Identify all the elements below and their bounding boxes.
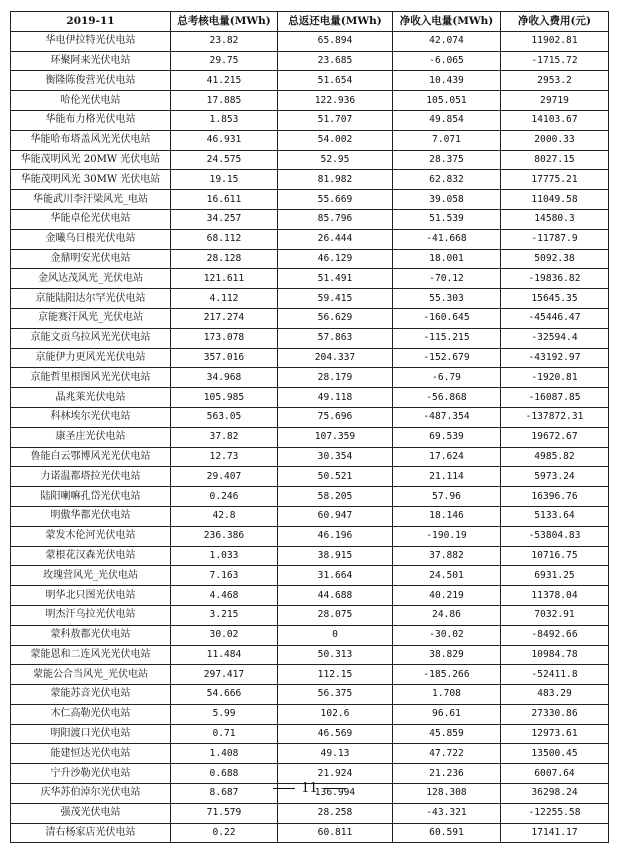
net-fee-cell: -19836.82	[501, 269, 609, 289]
assessed-cell: 3.215	[171, 605, 278, 625]
returned-cell: 58.205	[278, 487, 393, 507]
assessed-cell: 105.985	[171, 388, 278, 408]
net-fee-cell: 16396.76	[501, 487, 609, 507]
net-energy-cell: 1.708	[393, 685, 501, 705]
table-row	[11, 388, 609, 408]
net-fee-cell: 2953.2	[501, 71, 609, 91]
table-row	[11, 645, 609, 665]
assessed-cell: 19.15	[171, 170, 278, 190]
returned-cell: 28.075	[278, 605, 393, 625]
net-fee-cell: 7032.91	[501, 605, 609, 625]
net-energy-cell: 105.051	[393, 91, 501, 111]
net-energy-cell: 21.236	[393, 764, 501, 784]
assessed-cell: 4.112	[171, 289, 278, 309]
station-name-cell: 金鼎明安光伏电站	[11, 249, 171, 269]
returned-cell: 49.13	[278, 744, 393, 764]
net-energy-cell: 18.146	[393, 506, 501, 526]
assessed-cell: 8.687	[171, 784, 278, 804]
station-name-cell: 京能陆阳达尔罕光伏电站	[11, 289, 171, 309]
table-row	[11, 487, 609, 507]
table-row	[11, 150, 609, 170]
table-row	[11, 130, 609, 150]
assessed-cell: 5.99	[171, 704, 278, 724]
table-row	[11, 685, 609, 705]
returned-cell: 30.354	[278, 447, 393, 467]
station-name-cell: 金曦乌日根光伏电站	[11, 229, 171, 249]
net-energy-cell: 10.439	[393, 71, 501, 91]
net-energy-cell: 51.539	[393, 209, 501, 229]
returned-cell: 50.521	[278, 467, 393, 487]
net-energy-cell: 17.624	[393, 447, 501, 467]
net-fee-cell: 10984.78	[501, 645, 609, 665]
assessed-cell: 34.968	[171, 368, 278, 388]
station-name-cell: 华能哈布塔盖风光光伏电站	[11, 130, 171, 150]
net-fee-cell: 14103.67	[501, 110, 609, 130]
assessed-cell: 7.163	[171, 566, 278, 586]
net-fee-cell: 5973.24	[501, 467, 609, 487]
header-total-assessed: 总考核电量(MWh)	[171, 12, 278, 32]
returned-cell: 56.375	[278, 685, 393, 705]
net-fee-cell: 27330.86	[501, 704, 609, 724]
net-fee-cell: 10716.75	[501, 546, 609, 566]
returned-cell: 21.924	[278, 764, 393, 784]
net-fee-cell: 29719	[501, 91, 609, 111]
net-energy-cell: 37.882	[393, 546, 501, 566]
settlement-table	[10, 11, 609, 843]
assessed-cell: 46.931	[171, 130, 278, 150]
net-fee-cell: 14580.3	[501, 209, 609, 229]
station-name-cell: 华能布力格光伏电站	[11, 110, 171, 130]
station-name-cell: 晶兆莱光伏电站	[11, 388, 171, 408]
returned-cell: 0	[278, 625, 393, 645]
assessed-cell: 54.666	[171, 685, 278, 705]
net-energy-cell: -70.12	[393, 269, 501, 289]
net-energy-cell: 55.303	[393, 289, 501, 309]
net-fee-cell: -16087.85	[501, 388, 609, 408]
net-fee-cell: 4985.82	[501, 447, 609, 467]
station-name-cell: 华能茂明风光 30MW 光伏电站	[11, 170, 171, 190]
table-row	[11, 209, 609, 229]
assessed-cell: 24.575	[171, 150, 278, 170]
assessed-cell: 12.73	[171, 447, 278, 467]
net-fee-cell: 11049.58	[501, 190, 609, 210]
data-sheet	[10, 11, 608, 843]
returned-cell: 136.994	[278, 784, 393, 804]
station-name-cell: 京能伊力更风光光伏电站	[11, 348, 171, 368]
net-fee-cell: -11787.9	[501, 229, 609, 249]
net-energy-cell: 40.219	[393, 586, 501, 606]
table-row	[11, 170, 609, 190]
net-energy-cell: 62.832	[393, 170, 501, 190]
net-fee-cell: 5133.64	[501, 506, 609, 526]
station-name-cell: 康圣庄光伏电站	[11, 427, 171, 447]
assessed-cell: 173.078	[171, 328, 278, 348]
header-net-energy: 净收入电量(MWh)	[393, 12, 501, 32]
net-fee-cell: 5092.38	[501, 249, 609, 269]
table-row	[11, 427, 609, 447]
station-name-cell: 京能哲里根图风光光伏电站	[11, 368, 171, 388]
table-row	[11, 308, 609, 328]
net-fee-cell: 15645.35	[501, 289, 609, 309]
table-row	[11, 447, 609, 467]
table-row	[11, 566, 609, 586]
station-name-cell: 力诺温都塔拉光伏电站	[11, 467, 171, 487]
station-name-cell: 金风达茂风光_光伏电站	[11, 269, 171, 289]
header-net-fee: 净收入费用(元)	[501, 12, 609, 32]
assessed-cell: 1.033	[171, 546, 278, 566]
station-name-cell: 华能卓伦光伏电站	[11, 209, 171, 229]
assessed-cell: 0.71	[171, 724, 278, 744]
net-fee-cell: 11378.04	[501, 586, 609, 606]
table-row	[11, 190, 609, 210]
assessed-cell: 34.257	[171, 209, 278, 229]
returned-cell: 55.669	[278, 190, 393, 210]
net-energy-cell: 24.501	[393, 566, 501, 586]
page-footer	[0, 781, 619, 796]
assessed-cell: 29.407	[171, 467, 278, 487]
station-name-cell: 陆阳喇嘛孔岱光伏电站	[11, 487, 171, 507]
returned-cell: 52.95	[278, 150, 393, 170]
net-energy-cell: 69.539	[393, 427, 501, 447]
assessed-cell: 30.02	[171, 625, 278, 645]
station-name-cell: 清右杨家店光伏电站	[11, 823, 171, 843]
returned-cell: 122.936	[278, 91, 393, 111]
assessed-cell: 0.22	[171, 823, 278, 843]
assessed-cell: 28.128	[171, 249, 278, 269]
returned-cell: 51.707	[278, 110, 393, 130]
returned-cell: 46.129	[278, 249, 393, 269]
net-fee-cell: -137872.31	[501, 407, 609, 427]
net-energy-cell: -43.321	[393, 803, 501, 823]
table-row	[11, 704, 609, 724]
table-row	[11, 506, 609, 526]
returned-cell: 57.863	[278, 328, 393, 348]
net-energy-cell: 57.96	[393, 487, 501, 507]
net-fee-cell: -45446.47	[501, 308, 609, 328]
assessed-cell: 16.611	[171, 190, 278, 210]
station-name-cell: 蒙能公合当风光_光伏电站	[11, 665, 171, 685]
station-name-cell: 蒙科敖都光伏电站	[11, 625, 171, 645]
net-fee-cell: 8027.15	[501, 150, 609, 170]
net-fee-cell: 2000.33	[501, 130, 609, 150]
net-energy-cell: -56.868	[393, 388, 501, 408]
returned-cell: 102.6	[278, 704, 393, 724]
table-row	[11, 605, 609, 625]
returned-cell: 28.179	[278, 368, 393, 388]
returned-cell: 85.796	[278, 209, 393, 229]
returned-cell: 54.002	[278, 130, 393, 150]
returned-cell: 107.359	[278, 427, 393, 447]
station-name-cell: 蒙发木伦河光伏电站	[11, 526, 171, 546]
returned-cell: 204.337	[278, 348, 393, 368]
returned-cell: 26.444	[278, 229, 393, 249]
table-row	[11, 368, 609, 388]
assessed-cell: 297.417	[171, 665, 278, 685]
net-energy-cell: 18.001	[393, 249, 501, 269]
net-energy-cell: 7.071	[393, 130, 501, 150]
net-energy-cell: 42.074	[393, 31, 501, 51]
station-name-cell: 玫瑰营风光_光伏电站	[11, 566, 171, 586]
net-energy-cell: 45.859	[393, 724, 501, 744]
table-row	[11, 249, 609, 269]
table-row	[11, 91, 609, 111]
station-name-cell: 蒙根花汉森光伏电站	[11, 546, 171, 566]
table-row	[11, 328, 609, 348]
table-row	[11, 51, 609, 71]
table-body	[11, 31, 609, 843]
net-energy-cell: -30.02	[393, 625, 501, 645]
footer-dash-left	[273, 788, 295, 789]
station-name-cell: 能建恒达光伏电站	[11, 744, 171, 764]
table-row	[11, 269, 609, 289]
station-name-cell: 明华北只图光伏电站	[11, 586, 171, 606]
net-fee-cell: -1715.72	[501, 51, 609, 71]
returned-cell: 50.313	[278, 645, 393, 665]
net-energy-cell: -185.266	[393, 665, 501, 685]
net-energy-cell: 47.722	[393, 744, 501, 764]
returned-cell: 56.629	[278, 308, 393, 328]
returned-cell: 49.118	[278, 388, 393, 408]
net-energy-cell: 128.308	[393, 784, 501, 804]
returned-cell: 31.664	[278, 566, 393, 586]
station-name-cell: 京能文贡乌拉风光光伏电站	[11, 328, 171, 348]
assessed-cell: 23.82	[171, 31, 278, 51]
table-row	[11, 71, 609, 91]
header-period: 2019-11	[11, 12, 171, 32]
assessed-cell: 0.688	[171, 764, 278, 784]
net-fee-cell: -1920.81	[501, 368, 609, 388]
net-energy-cell: 49.854	[393, 110, 501, 130]
net-energy-cell: -152.679	[393, 348, 501, 368]
station-name-cell: 衡隆陈俊营光伏电站	[11, 71, 171, 91]
net-fee-cell: -12255.58	[501, 803, 609, 823]
returned-cell: 46.196	[278, 526, 393, 546]
table-row	[11, 110, 609, 130]
station-name-cell: 华电伊拉特光伏电站	[11, 31, 171, 51]
station-name-cell: 环聚阿来光伏电站	[11, 51, 171, 71]
net-fee-cell: 12973.61	[501, 724, 609, 744]
net-energy-cell: 60.591	[393, 823, 501, 843]
assessed-cell: 68.112	[171, 229, 278, 249]
net-energy-cell: -160.645	[393, 308, 501, 328]
assessed-cell: 17.885	[171, 91, 278, 111]
table-row	[11, 467, 609, 487]
table-row	[11, 625, 609, 645]
net-fee-cell: 36298.24	[501, 784, 609, 804]
assessed-cell: 42.8	[171, 506, 278, 526]
assessed-cell: 11.484	[171, 645, 278, 665]
station-name-cell: 蒙能恩和二连风光光伏电站	[11, 645, 171, 665]
table-row	[11, 744, 609, 764]
net-energy-cell: 21.114	[393, 467, 501, 487]
net-fee-cell: 19672.67	[501, 427, 609, 447]
net-fee-cell: -52411.8	[501, 665, 609, 685]
net-fee-cell: 6007.64	[501, 764, 609, 784]
station-name-cell: 宁升沙勒光伏电站	[11, 764, 171, 784]
net-energy-cell: -487.354	[393, 407, 501, 427]
net-energy-cell: -6.79	[393, 368, 501, 388]
net-energy-cell: -6.065	[393, 51, 501, 71]
assessed-cell: 1.408	[171, 744, 278, 764]
assessed-cell: 563.05	[171, 407, 278, 427]
station-name-cell: 鲁能白云鄂博风光光伏电站	[11, 447, 171, 467]
net-fee-cell: 6931.25	[501, 566, 609, 586]
table-row	[11, 348, 609, 368]
footer-dash-right	[324, 788, 346, 789]
net-fee-cell: -43192.97	[501, 348, 609, 368]
returned-cell: 60.947	[278, 506, 393, 526]
net-fee-cell: 11902.81	[501, 31, 609, 51]
station-name-cell: 哈伦光伏电站	[11, 91, 171, 111]
station-name-cell: 明杰汗乌拉光伏电站	[11, 605, 171, 625]
station-name-cell: 强茂光伏电站	[11, 803, 171, 823]
table-row	[11, 586, 609, 606]
station-name-cell: 华能茂明风光 20MW 光伏电站	[11, 150, 171, 170]
table-row	[11, 31, 609, 51]
net-energy-cell: 39.058	[393, 190, 501, 210]
assessed-cell: 121.611	[171, 269, 278, 289]
table-row	[11, 665, 609, 685]
net-fee-cell: -8492.66	[501, 625, 609, 645]
table-row	[11, 724, 609, 744]
table-row	[11, 803, 609, 823]
returned-cell: 59.415	[278, 289, 393, 309]
returned-cell: 51.491	[278, 269, 393, 289]
net-fee-cell: 17775.21	[501, 170, 609, 190]
net-energy-cell: -115.215	[393, 328, 501, 348]
net-energy-cell: 28.375	[393, 150, 501, 170]
returned-cell: 38.915	[278, 546, 393, 566]
returned-cell: 46.569	[278, 724, 393, 744]
net-energy-cell: 96.61	[393, 704, 501, 724]
net-energy-cell: -41.668	[393, 229, 501, 249]
station-name-cell: 明傲华都光伏电站	[11, 506, 171, 526]
assessed-cell: 1.853	[171, 110, 278, 130]
assessed-cell: 236.386	[171, 526, 278, 546]
assessed-cell: 0.246	[171, 487, 278, 507]
returned-cell: 28.258	[278, 803, 393, 823]
station-name-cell: 华能武川李汗梁风光_电站	[11, 190, 171, 210]
assessed-cell: 71.579	[171, 803, 278, 823]
returned-cell: 23.685	[278, 51, 393, 71]
assessed-cell: 4.468	[171, 586, 278, 606]
net-energy-cell: 38.829	[393, 645, 501, 665]
net-energy-cell: 24.86	[393, 605, 501, 625]
station-name-cell: 蒙能苏音光伏电站	[11, 685, 171, 705]
table-header-row	[11, 12, 609, 32]
assessed-cell: 217.274	[171, 308, 278, 328]
station-name-cell: 京能赛汗风光_光伏电站	[11, 308, 171, 328]
table-row	[11, 546, 609, 566]
returned-cell: 75.696	[278, 407, 393, 427]
returned-cell: 112.15	[278, 665, 393, 685]
header-total-returned: 总返还电量(MWh)	[278, 12, 393, 32]
station-name-cell: 科林埃尔光伏电站	[11, 407, 171, 427]
returned-cell: 60.811	[278, 823, 393, 843]
net-fee-cell: 13500.45	[501, 744, 609, 764]
station-name-cell: 明阳渡口光伏电站	[11, 724, 171, 744]
net-fee-cell: 483.29	[501, 685, 609, 705]
table-row	[11, 407, 609, 427]
table-row	[11, 823, 609, 843]
assessed-cell: 41.215	[171, 71, 278, 91]
net-fee-cell: 17141.17	[501, 823, 609, 843]
net-fee-cell: -53804.83	[501, 526, 609, 546]
returned-cell: 44.688	[278, 586, 393, 606]
assessed-cell: 29.75	[171, 51, 278, 71]
returned-cell: 81.982	[278, 170, 393, 190]
assessed-cell: 357.016	[171, 348, 278, 368]
table-row	[11, 526, 609, 546]
station-name-cell: 木仁高勒光伏电站	[11, 704, 171, 724]
station-name-cell: 庆华苏伯淖尔光伏电站	[11, 784, 171, 804]
assessed-cell: 37.82	[171, 427, 278, 447]
page-number: 11	[301, 781, 318, 796]
returned-cell: 65.894	[278, 31, 393, 51]
table-row	[11, 229, 609, 249]
returned-cell: 51.654	[278, 71, 393, 91]
net-fee-cell: -32594.4	[501, 328, 609, 348]
table-row	[11, 289, 609, 309]
net-energy-cell: -190.19	[393, 526, 501, 546]
